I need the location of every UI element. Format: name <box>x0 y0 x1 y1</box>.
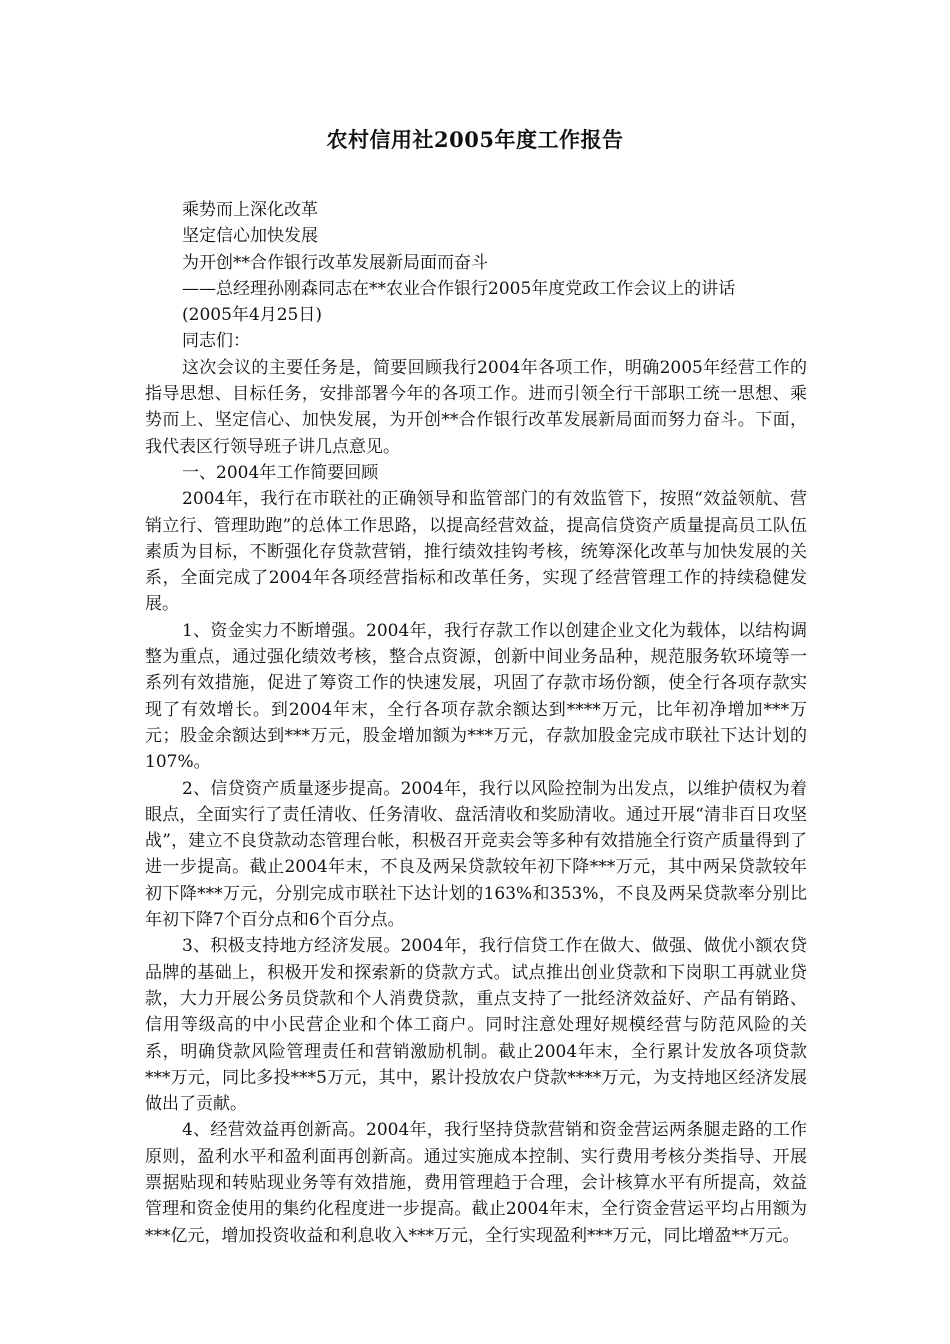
paragraph-credit-quality: 2、信贷资产质量逐步提高。2004年，我行以风险控制为出发点，以维护债权为着眼点，全面实行了责任清收、任务清收、盘活清收和奖励清收。通过开展“清非百日攻坚战”，建立不良贷款动态管理台帐，积极召开竞卖会等多种有效措施全行资产质量得到了进一步提高。截止2004年末，不良及两呆贷款较年初下降***万元，其中两呆贷款较年初下降***万元，分别完成市联社下达计划的163%和353%，不良及两呆贷款率分别比年初下降7个百分点和6个百分点。 <box>145 778 807 931</box>
document-body <box>145 197 807 1249</box>
section-heading-2004-review: 一、2004年工作简要回顾 <box>182 462 379 483</box>
heading-line-3: 为开创**合作银行改革发展新局面而奋斗 <box>182 252 488 273</box>
speech-date: (2005年4月25日) <box>182 305 322 326</box>
heading-line-2: 坚定信心加快发展 <box>182 226 318 247</box>
speech-attribution: ——总经理孙刚森同志在**农业合作银行2005年度党政工作会议上的讲话 <box>182 278 736 299</box>
paragraph-2004-overview: 2004年，我行在市联社的正确领导和监管部门的有效监管下，按照“效益领航、营销立行、管理助跑”的总体工作思路，以提高经营效益，提高信贷资产质量提高员工队伍素质为目标，不断强化存贷款营销，推行绩效挂钩考核，统筹深化改革与加快发展的关系，全面完成了2004年各项经营指标和改革任务，实现了经营管理工作的持续稳健发展。 <box>145 489 807 615</box>
heading-line-1: 乘势而上深化改革 <box>182 200 318 220</box>
salutation: 同志们： <box>182 331 250 352</box>
paragraph-operating-profit: 4、经营效益再创新高。2004年，我行坚持贷款营销和资金营运两条腿走路的工作原则，盈利水平和盈利面再创新高。通过实施成本控制、实行费用考核分类指导、开展票据贴现和转贴现业务等有效措施，费用管理趋于合理，会计核算水平有所提高，效益管理和资金使用的集约化程度进一步提高。截止2004年末，全行资金营运平均占用额为***亿元，增加投资收益和利息收入***万元，全行实现盈利***万元，同比增盈**万元。 <box>145 1120 807 1246</box>
paragraph-local-economy: 3、积极支持地方经济发展。2004年，我行信贷工作在做大、做强、做优小额农贷品牌的基础上，积极开发和探索新的贷款方式。试点推出创业贷款和下岗职工再就业贷款，大力开展公务员贷款和个人消费贷款，重点支持了一批经济效益好、产品有销路、信用等级高的中小民营企业和个体工商户。同时注意处理好规模经营与防范风险的关系，明确贷款风险管理责任和营销激励机制。截止2004年末，全行累计发放各项贷款***万元，同比多投***5万元，其中，累计投放农户贷款****万元，为支持地区经济发展做出了贡献。 <box>145 936 807 1115</box>
paragraph-intro: 这次会议的主要任务是，简要回顾我行2004年各项工作，明确2005年经营工作的指导思想、目标任务，安排部署今年的各项工作。进而引领全行干部职工统一思想、乘势而上、坚定信心、加快发展，为开创**合作银行改革发展新局面而努力奋斗。下面，我代表区行领导班子讲几点意见。 <box>145 357 807 457</box>
document-title: 农村信用社2005年度工作报告 <box>326 127 624 152</box>
paragraph-funding-strength: 1、资金实力不断增强。2004年，我行存款工作以创建企业文化为载体，以结构调整为重点，通过强化绩效考核，整合点资源，创新中间业务品种，规范服务软环境等一系列有效措施，促进了筹资工作的快速发展，巩固了存款市场份额，使全行各项存款实现了有效增长。到2004年末，全行各项存款余额达到****万元，比年初净增加***万元；股金余额达到***万元，股金增加额为***万元，存款加股金完成市联社下达计划的107%。 <box>145 620 807 773</box>
